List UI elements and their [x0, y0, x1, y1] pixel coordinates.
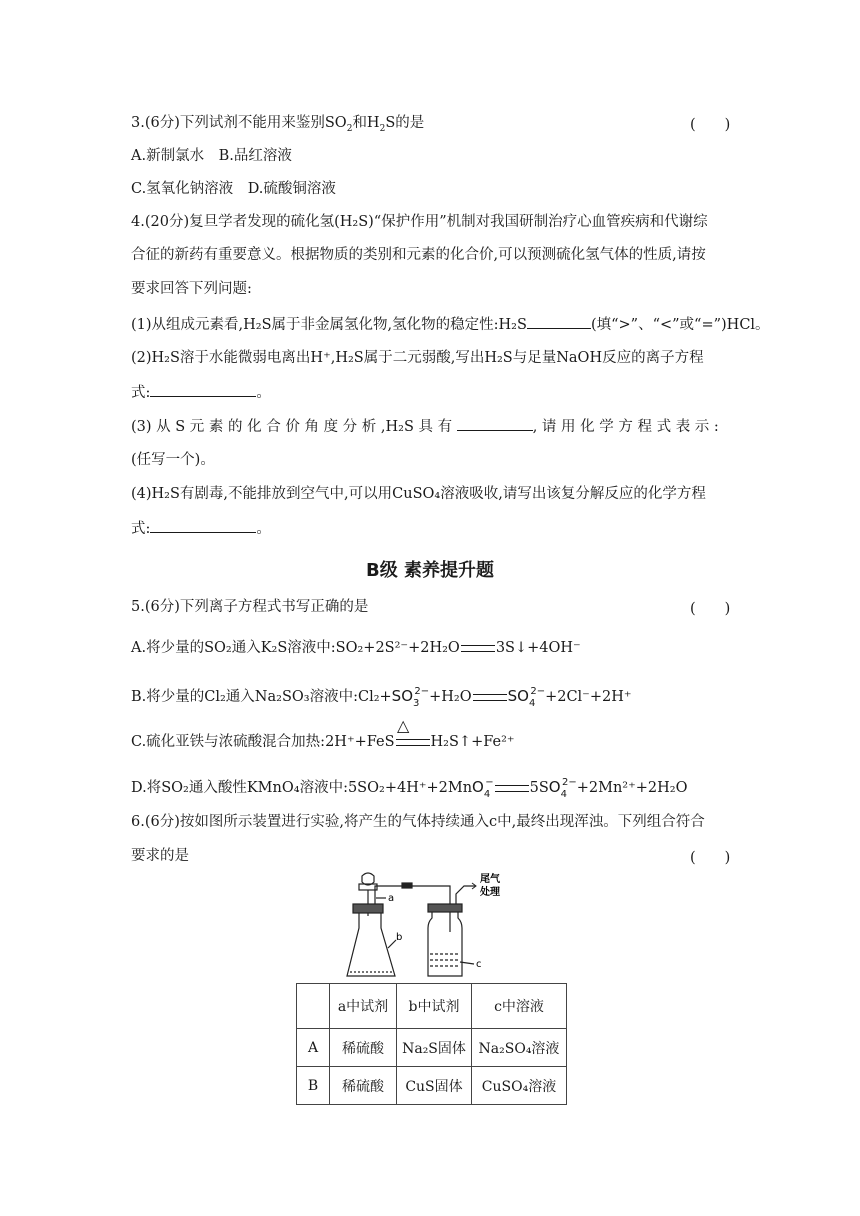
- q5-option-b: B.将少量的Cl₂通入Na₂SO₃溶液中$:Cl_2+SO_3^{2-}+H_2O$ $SO_4^{2-}+2Cl^-+2H^+$: [131, 686, 632, 709]
- rubber-joint: [402, 883, 412, 888]
- table-row: [297, 1029, 567, 1067]
- heating-symbol: △: [397, 716, 410, 735]
- q3-option-c: C.氢氧化钠溶液: [131, 181, 234, 197]
- equals-sign: [473, 694, 507, 701]
- q4-stem-line1: 4.(20分)复旦学者发现的硫化氢(H₂S)“保护作用”机制对我国研制治疗心血管疾病和代谢综: [131, 214, 708, 230]
- sulfate-ion: $SO_4^{2-}$: [507, 686, 546, 709]
- answer-blank[interactable]: [457, 416, 533, 431]
- table-header-cell: c中溶液: [472, 984, 567, 1029]
- label-exhaust-2: 处理: [480, 887, 500, 898]
- q4-part4-line2: 式: 。: [131, 518, 271, 539]
- bottle-stopper: [428, 904, 462, 912]
- q5-answer-bracket: ( ): [690, 601, 731, 617]
- equals-sign: [461, 645, 495, 652]
- table-cell: Na₂S固体: [397, 1029, 472, 1067]
- table-cell: CuSO₄溶液: [472, 1067, 567, 1105]
- label-b: b: [396, 932, 403, 943]
- q3-option-a: A.新制氯水: [131, 148, 205, 164]
- equals-sign: [495, 785, 529, 792]
- table-cell: CuS固体: [397, 1067, 472, 1105]
- q5-option-d: D.将SO₂通入酸性KMnO₄溶液中:5SO₂+4H⁺+2MnO$_4$− $5SO_4^{2-}+2Mn^{2+}+2H_2O$: [131, 777, 688, 800]
- section-heading: B级 素养提升题: [366, 560, 494, 581]
- q5-stem: 5.(6分)下列离子方程式书写正确的是: [131, 599, 369, 615]
- q3-option-b: B.品红溶液: [218, 148, 292, 164]
- conical-flask: [347, 913, 395, 976]
- q4-stem-line3: 要求回答下列问题:: [131, 281, 252, 297]
- apparatus-diagram: [340, 868, 530, 983]
- label-exhaust-1: 尾气: [480, 874, 500, 885]
- label-a: a: [388, 893, 395, 904]
- answer-blank[interactable]: [150, 382, 256, 397]
- equals-sign: [396, 739, 430, 746]
- permanganate-ion: $O_4^-$: [472, 777, 494, 800]
- solution-c: [430, 954, 460, 966]
- exhaust-arrow: [470, 883, 476, 889]
- flask-stopper: [353, 904, 383, 913]
- q4-part2-line1: (2)H₂S溶于水能微弱电离出H⁺,H₂S属于二元弱酸,写出H₂S与足量NaOH反应的离子方程: [131, 350, 704, 366]
- q6-answer-bracket: ( ): [690, 850, 731, 866]
- q3-option-d: D.硫酸铜溶液: [247, 181, 336, 197]
- table-header-cell: b中试剂: [397, 984, 472, 1029]
- table-cell: A: [297, 1029, 330, 1067]
- label-c: c: [476, 959, 482, 970]
- table-header-cell: [297, 984, 330, 1029]
- table-cell: Na₂SO₄溶液: [472, 1029, 567, 1067]
- table-cell: 稀硫酸: [330, 1029, 397, 1067]
- q4-stem-line2: 合征的新药有重要意义。根据物质的类别和元素的化合价,可以预测硫化氢气体的性质,请按: [131, 247, 706, 263]
- q5-option-c: C.硫化亚铁与浓硫酸混合加热:2H⁺+FeS H₂S↑+Fe²⁺: [131, 734, 515, 750]
- q4-part1: (1)从组成元素看,H₂S属于非金属氢化物,氢化物的稳定性:H₂S (填“>”、“<”或“=”)HCl。: [131, 314, 770, 335]
- table-header-row: [297, 984, 567, 1029]
- q3-options-cd: [131, 179, 336, 199]
- q3-stem: 3.(6分)下列试剂不能用来鉴别$SO_2$和$H_2S$的是: [131, 115, 425, 134]
- exhaust-tube: [456, 886, 474, 904]
- q4-part3-line1: (3) 从 S 元 素 的 化 合 价 角 度 分 析 ,H₂S 具 有 , 请 用 化 学 方 程 式 表 示 :: [131, 416, 719, 437]
- q3-answer-bracket: ( ): [690, 117, 731, 133]
- q4-part3-line2: (任写一个)。: [131, 452, 215, 468]
- q4-part4-line1: (4)H₂S有剧毒,不能排放到空气中,可以用CuSO₄溶液吸收,请写出该复分解反应的化学方程: [131, 486, 706, 502]
- options-table: [296, 983, 567, 1105]
- sulfite-ion: $SO_3^{2-}$: [391, 686, 430, 709]
- answer-blank[interactable]: [150, 518, 256, 533]
- table-cell: B: [297, 1067, 330, 1105]
- q3-options-ab: [131, 146, 292, 166]
- q6-stem-line1: 6.(6分)按如图所示装置进行实验,将产生的气体持续通入c中,最终出现浑浊。下列组合符合: [131, 814, 705, 830]
- table-cell: 稀硫酸: [330, 1067, 397, 1105]
- table-row: [297, 1067, 567, 1105]
- q6-stem-line2: 要求的是: [131, 848, 189, 864]
- sulfate-ion: $O_4^{2-}$: [548, 777, 577, 800]
- q5-option-a: A.将少量的SO₂通入K₂S溶液中:SO₂+2S²⁻+2H₂O 3S↓+4OH⁻: [131, 640, 581, 656]
- table-header-cell: a中试剂: [330, 984, 397, 1029]
- funnel-bulb: [362, 873, 374, 885]
- q4-part2-line2: 式: 。: [131, 382, 271, 403]
- answer-blank[interactable]: [527, 314, 591, 329]
- label-b-line: [388, 940, 396, 948]
